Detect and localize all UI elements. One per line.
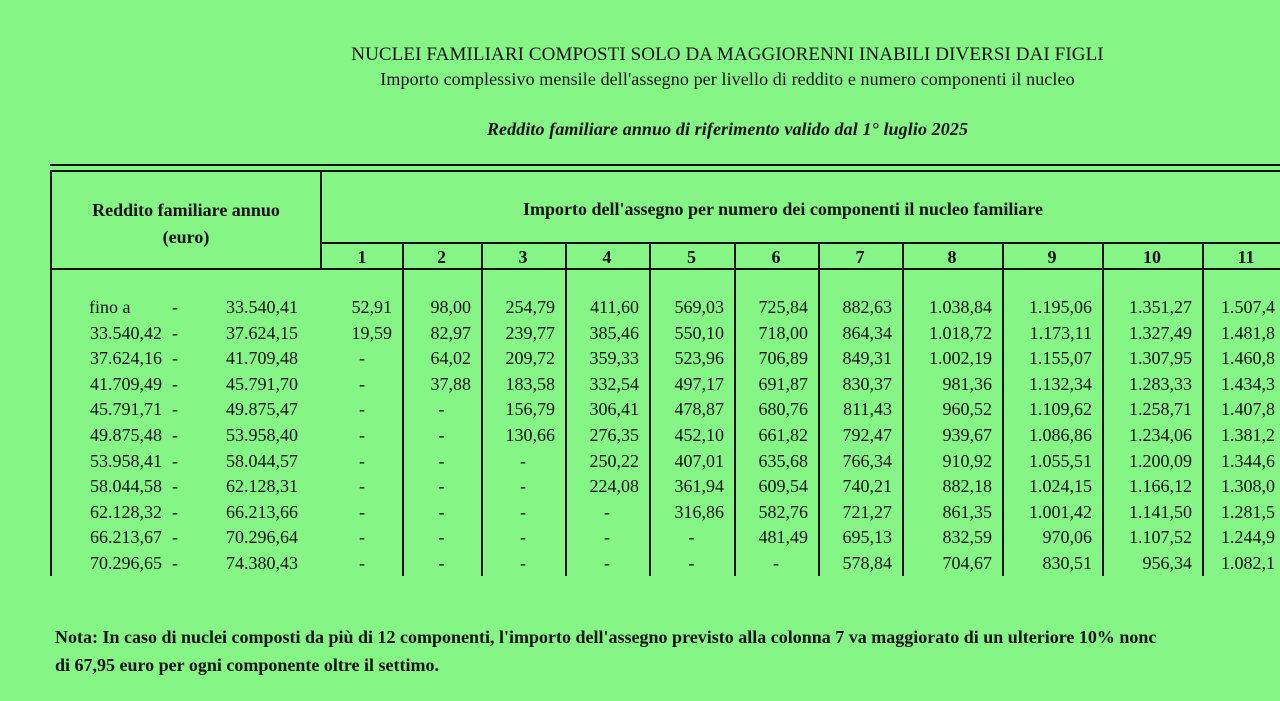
income-to: 70.296,64 [226, 527, 298, 548]
amount-cell: - [520, 553, 526, 573]
amount-cell: 811,43 [843, 399, 892, 420]
amount-cell: 721,27 [842, 501, 892, 522]
amount-cell: 1.082,1 [1221, 553, 1275, 573]
amount-cell: - [604, 553, 610, 573]
income-range-dash: - [172, 373, 178, 394]
income-to: 66.213,66 [226, 501, 298, 522]
document-title: NUCLEI FAMILIARI COMPOSTI SOLO DA MAGGIORENNI INABILI DIVERSI DAI FIGLI [351, 44, 1104, 65]
amount-cell: - [359, 399, 365, 420]
amount-cell: 1.234,06 [1129, 425, 1192, 445]
income-range-dash: - [172, 399, 178, 420]
income-from: 62.128,32 [90, 501, 162, 522]
amount-cell: 550,10 [674, 322, 724, 343]
income-to: 49.875,47 [226, 399, 298, 420]
amount-cell: 792,47 [842, 425, 892, 445]
amount-cell: - [438, 501, 445, 522]
income-from: 66.213,67 [90, 527, 162, 548]
amount-cell: - [520, 501, 526, 522]
amount-cell: 1.155,07 [1029, 348, 1092, 369]
income-range-dash: - [172, 425, 178, 445]
amount-cell: - [438, 553, 445, 573]
amount-cell: 254,79 [505, 297, 555, 317]
income-to: 33.540,41 [226, 297, 298, 317]
column-divider [649, 242, 651, 576]
amount-cell: 609,54 [758, 476, 808, 497]
amount-cell: 1.258,71 [1129, 399, 1192, 420]
amount-cell: 578,84 [842, 553, 892, 573]
column-number-5: 5 [687, 247, 696, 267]
amount-cell: 1.001,42 [1029, 501, 1092, 522]
amount-cell: 832,59 [942, 527, 992, 548]
income-from: fino a [89, 297, 131, 317]
amount-cell: 385,46 [589, 322, 639, 343]
column-number-1: 1 [357, 247, 367, 267]
income-from: 58.044,58 [90, 476, 162, 497]
column-divider [1002, 242, 1004, 576]
amount-cell: 864,34 [842, 322, 892, 343]
amount-cell: 130,66 [505, 425, 555, 445]
column-number-6: 6 [771, 247, 781, 267]
column-number-4: 4 [602, 247, 612, 267]
column-number-3: 3 [518, 247, 528, 267]
document-subtitle: Importo complessivo mensile dell'assegno per livello di reddito e numero componenti il nucleo [380, 69, 1075, 89]
amount-cell: - [359, 450, 365, 471]
amount-cell: 706,89 [758, 348, 808, 369]
income-to: 53.958,40 [226, 425, 298, 445]
amount-cell: - [438, 527, 445, 548]
column-divider [902, 242, 904, 576]
column-divider [1102, 242, 1104, 576]
amount-cell: - [359, 527, 365, 548]
income-to: 37.624,15 [226, 322, 298, 343]
amount-cell: 849,31 [842, 348, 892, 369]
amount-cell: 569,03 [674, 297, 724, 317]
reference-period: Reddito familiare annuo di riferimento valido dal 1° luglio 2025 [486, 119, 969, 139]
amount-cell: 1.200,09 [1129, 450, 1192, 471]
column-divider [481, 242, 483, 576]
amount-cell: 316,86 [674, 501, 724, 522]
amount-cell: - [604, 527, 610, 548]
amount-cell: 481,49 [758, 527, 808, 548]
income-range-dash: - [172, 527, 178, 548]
column-divider [818, 242, 820, 576]
income-range-dash: - [172, 501, 178, 522]
amount-cell: 1.141,50 [1129, 501, 1192, 522]
note-line1: Nota: In caso di nuclei composti da più di 12 componenti, l'importo dell'assegno previsto alla colonna 7 va maggiorato di un ulteriore 10% nonc [55, 627, 1157, 647]
income-from: 53.958,41 [90, 450, 162, 471]
amount-cell: 1.107,52 [1129, 527, 1192, 548]
amount-cell: 635,68 [758, 450, 808, 471]
income-to: 74.380,43 [226, 553, 298, 573]
amount-cell: 1.109,62 [1029, 399, 1092, 420]
column-number-8: 8 [947, 247, 957, 267]
amount-cell: - [773, 553, 779, 573]
income-range-dash: - [172, 322, 178, 343]
header-bottom-rule [50, 268, 1280, 270]
column-number-10: 10 [1143, 247, 1161, 267]
amount-cell: 1.407,8 [1221, 399, 1275, 420]
amount-cell: 1.281,5 [1221, 501, 1275, 522]
amount-cell: 224,08 [589, 476, 639, 497]
amount-cell: 1.173,11 [1029, 322, 1092, 343]
amount-cell: 1.132,34 [1029, 373, 1092, 394]
amount-cell: 183,58 [505, 373, 555, 394]
amount-cell: 1.381,2 [1221, 425, 1275, 445]
amount-cell: - [359, 425, 365, 445]
income-header [52, 197, 320, 251]
column-number-11: 11 [1237, 247, 1255, 267]
amount-cell: 98,00 [430, 297, 471, 317]
amount-cell: - [359, 553, 365, 573]
column-divider [402, 242, 404, 576]
amount-cell: - [688, 527, 695, 548]
amount-cell: 1.434,3 [1221, 373, 1275, 394]
amount-cell: 523,96 [674, 348, 724, 369]
amount-cell: 830,51 [1042, 553, 1092, 573]
amount-cell: 239,77 [505, 322, 555, 343]
income-to: 58.044,57 [226, 450, 298, 471]
income-to: 41.709,48 [226, 348, 298, 369]
table-top-rule [50, 164, 1280, 166]
amount-cell: 478,87 [674, 399, 724, 420]
amount-cell: 1.327,49 [1129, 322, 1192, 343]
income-to: 45.791,70 [226, 373, 298, 394]
amount-cell: 882,18 [942, 476, 992, 497]
amount-cell: 1.307,95 [1129, 348, 1192, 369]
income-to: 62.128,31 [226, 476, 298, 497]
amount-cell: 1.283,33 [1129, 373, 1192, 394]
amount-cell: 1.460,8 [1221, 348, 1275, 369]
amount-cell: 1.481,8 [1221, 322, 1275, 343]
amount-header: Importo dell'assegno per numero dei componenti il nucleo familiare [523, 199, 1043, 219]
note-line2: di 67,95 euro per ogni componente oltre il settimo. [55, 655, 439, 675]
column-divider [565, 242, 567, 576]
amount-cell: - [359, 348, 365, 369]
amount-cell: 861,35 [942, 501, 992, 522]
table-top-rule-inner [50, 170, 1280, 172]
income-range-dash: - [172, 476, 178, 497]
amount-cell: - [688, 553, 695, 573]
amount-cell: 497,17 [674, 373, 724, 394]
income-column-border [320, 170, 322, 270]
amount-cell: 276,35 [589, 425, 639, 445]
income-range-dash: - [172, 450, 178, 471]
amount-cell: 1.507,4 [1221, 297, 1275, 317]
amount-cell: 411,60 [590, 297, 639, 317]
amount-cell: 582,76 [758, 501, 808, 522]
amount-cell: 1.195,06 [1029, 297, 1092, 317]
amount-cell: 691,87 [758, 373, 808, 394]
column-number-2: 2 [437, 247, 446, 267]
amount-cell: 37,88 [430, 373, 471, 394]
amount-cell: 82,97 [430, 322, 471, 343]
amount-cell: 250,22 [589, 450, 639, 471]
amount-cell: 306,41 [589, 399, 639, 420]
amount-cell: 52,91 [351, 297, 392, 317]
amount-cell: - [520, 476, 526, 497]
amount-cell: 1.024,15 [1029, 476, 1092, 497]
amount-cell: 64,02 [430, 348, 471, 369]
column-divider [1202, 242, 1204, 576]
amount-cell: 1.344,6 [1221, 450, 1275, 471]
amount-cell: 718,00 [758, 322, 808, 343]
amount-cell: 830,37 [842, 373, 892, 394]
income-from: 37.624,16 [90, 348, 162, 369]
amount-cell: 661,82 [758, 425, 808, 445]
income-from: 70.296,65 [90, 553, 162, 573]
amount-cell: 981,36 [942, 373, 992, 394]
amount-cell: - [359, 373, 365, 394]
amount-cell: 910,92 [942, 450, 992, 471]
amount-cell: 766,34 [842, 450, 892, 471]
amount-cell: 695,13 [842, 527, 892, 548]
amount-cell: 1.166,12 [1129, 476, 1192, 497]
amount-cell: 19,59 [351, 322, 392, 343]
amount-cell: 1.055,51 [1029, 450, 1092, 471]
amount-cell: 740,21 [842, 476, 892, 497]
amount-cell: 1.018,72 [929, 322, 992, 343]
income-range-dash: - [172, 348, 178, 369]
income-range-dash: - [172, 297, 178, 317]
amount-cell: 452,10 [674, 425, 724, 445]
amount-cell: 1.002,19 [929, 348, 992, 369]
column-number-9: 9 [1047, 247, 1057, 267]
amount-cell: 359,33 [589, 348, 639, 369]
amount-cell: - [359, 501, 365, 522]
amount-cell: - [520, 527, 526, 548]
column-number-rule [322, 242, 1280, 244]
income-from: 41.709,49 [90, 373, 162, 394]
income-from: 45.791,71 [90, 399, 162, 420]
amount-cell: 939,67 [942, 425, 992, 445]
amount-cell: - [438, 399, 445, 420]
column-number-7: 7 [855, 247, 865, 267]
amount-cell: - [359, 476, 365, 497]
amount-cell: 882,63 [842, 297, 892, 317]
amount-cell: 704,67 [942, 553, 992, 573]
amount-cell: 209,72 [505, 348, 555, 369]
amount-cell: 1.308,0 [1221, 476, 1275, 497]
amount-cell: 970,06 [1042, 527, 1092, 548]
amount-cell: 332,54 [589, 373, 639, 394]
amount-cell: - [438, 425, 445, 445]
amount-cell: 156,79 [505, 399, 555, 420]
table-left-border [50, 170, 52, 576]
income-header-line1: Reddito familiare annuo [92, 200, 280, 220]
amount-cell: 361,94 [674, 476, 724, 497]
income-range-dash: - [172, 553, 178, 573]
amount-cell: - [438, 476, 445, 497]
income-from: 49.875,48 [90, 425, 162, 445]
amount-cell: 1.351,27 [1129, 297, 1192, 317]
amount-cell: 960,52 [942, 399, 992, 420]
amount-cell: 1.086,86 [1029, 425, 1092, 445]
amount-cell: 1.038,84 [929, 297, 992, 317]
amount-cell: - [520, 450, 526, 471]
amount-cell: 725,84 [758, 297, 808, 317]
income-from: 33.540,42 [90, 322, 162, 343]
income-header-line2: (euro) [162, 227, 210, 247]
amount-cell: 1.244,9 [1221, 527, 1275, 548]
amount-cell: - [604, 501, 610, 522]
amount-cell: 680,76 [758, 399, 808, 420]
amount-cell: - [438, 450, 445, 471]
amount-cell: 956,34 [1142, 553, 1192, 573]
column-divider [734, 242, 736, 576]
amount-cell: 407,01 [674, 450, 724, 471]
